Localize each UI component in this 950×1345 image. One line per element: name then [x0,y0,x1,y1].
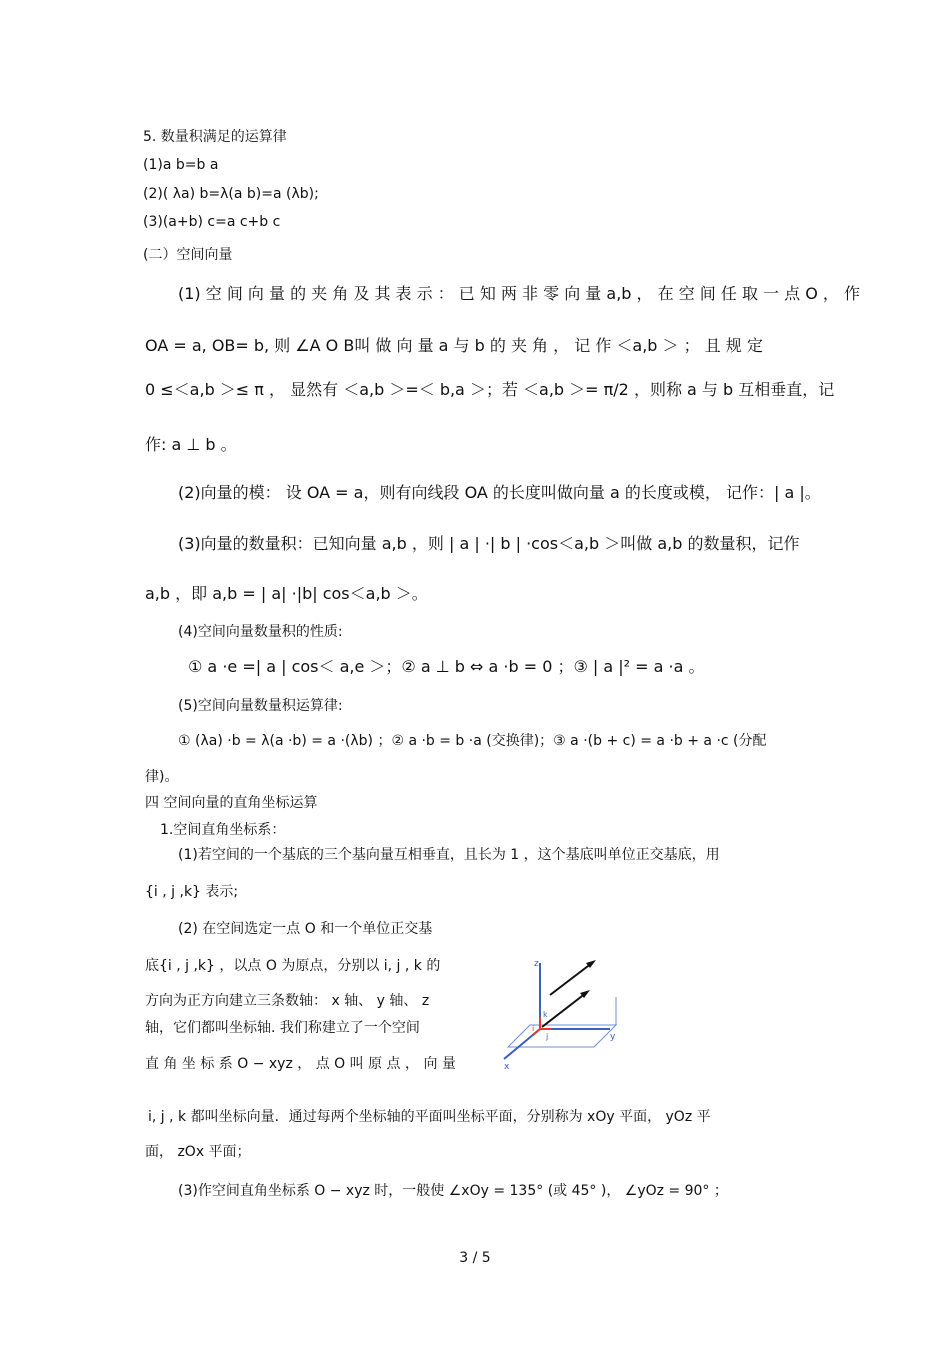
coord-para-2-line-7: 面， zOx 平面； [145,1144,251,1160]
coord-para-2-line-1: (2) 在空间选定一点 O 和一个单位正交基 [178,921,433,937]
coordinate-axes-figure [498,955,628,1075]
dot-product-def-1: (3)向量的数量积：已知向量 a,b ，则 | a | ·| b | ·cos＜a,b ＞叫做 a,b 的数量积，记作 [178,534,800,553]
dot-product-def-2: a,b ，即 a,b = | a| ·|b| cos＜a,b ＞。 [145,584,428,603]
i-label: i [532,1024,535,1033]
angle-def-line-4: 作: a ⊥ b 。 [145,435,237,454]
page-number: 3 / 5 [459,1250,491,1266]
properties-heading: (4)空间向量数量积的性质: [178,624,343,640]
coord-para-2-line-3: 方向为正方向建立三条数轴： x 轴、 y 轴、 z [145,993,430,1009]
coord-para-2-line-4: 轴，它们都叫坐标轴. 我们称建立了一个空间 [145,1020,420,1036]
angle-def-line-1: (1) 空 间 向 量 的 夹 角 及 其 表 示 ： 已 知 两 非 零 向 量 a,b ， 在 空 间 任 取 一 点 O ， 作 [178,284,860,303]
coord-para-3: (3)作空间直角坐标系 O − xyz 时，一般使 ∠xOy = 135° (或 45° )， ∠yOz = 90° ； [178,1183,728,1199]
laws-heading: (5)空间向量数量积运算律: [178,698,343,714]
laws-line-end: 律)。 [145,769,179,785]
angle-def-line-2: OA = a, OB= b, 则 ∠A O B叫 做 向 量 a 与 b 的 夹 角 ， 记 作 ＜a,b ＞ ； 且 规 定 [145,336,763,355]
coord-para-2-line-6: i, j , k 都叫坐标向量．通过每两个坐标轴的平面叫坐标平面，分别称为 xOy 平面， yOz 平 [148,1109,711,1125]
modulus-def: (2)向量的模： 设 OA = a，则有向线段 OA 的长度叫做向量 a 的长度或模， 记作：| a |。 [178,483,821,502]
y-label: y [610,1032,616,1042]
section-four-heading: 四 空间向量的直角坐标运算 [145,795,318,811]
coord-para-1-line-2: {i , j ,k} 表示; [145,884,239,900]
z-label: z [534,959,539,969]
coord-system-heading: 1.空间直角坐标系： [160,822,286,838]
section-space-vector: (二）空间向量 [143,247,233,263]
angle-def-line-3: 0 ≤＜a,b ＞≤ π ， 显然有 ＜a,b ＞=＜ b,a ＞；若 ＜a,b ＞= π/2 ，则称 a 与 b 互相垂直，记 [145,380,835,399]
law-2: (2)( λa) b=λ(a b)=a (λb); [143,186,319,202]
coord-para-1-line-1: (1)若空间的一个基底的三个基向量互相垂直，且长为 1 ，这个基底叫单位正交基底，用 [178,847,720,863]
k-label: k [543,1010,548,1019]
law-1: (1)a b=b a [143,157,219,173]
j-label: j [546,1032,549,1041]
x-label: x [504,1062,510,1072]
properties-line: ① a ·e =| a | cos＜ a,e ＞；② a ⊥ b ⇔ a ·b = 0 ；③ | a |² = a ·a 。 [188,657,705,676]
laws-line: ① (λa) ·b = λ(a ·b) = a ·(λb) ；② a ·b = b ·a (交换律)；③ a ·(b + c) = a ·b + a ·c (分配 [178,733,767,749]
coord-para-2-line-2: 底{i , j ,k} ，以点 O 为原点，分别以 i, j , k 的 [145,958,441,974]
law-3: (3)(a+b) c=a c+b c [143,214,281,230]
law-heading: 5. 数量积满足的运算律 [143,129,287,145]
coord-para-2-line-5: 直 角 坐 标 系 O − xyz ， 点 O 叫 原 点 ， 向 量 [145,1056,456,1072]
